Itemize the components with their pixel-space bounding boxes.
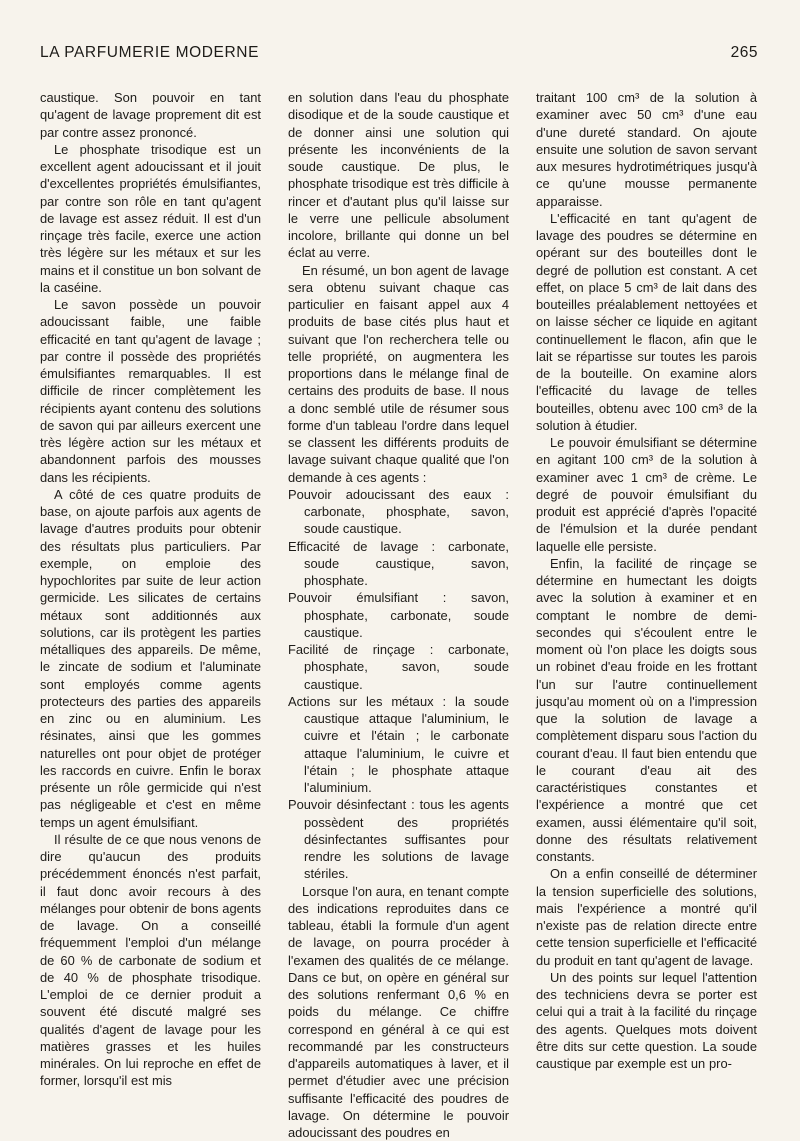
page-header: [40, 44, 758, 68]
column-2: [288, 89, 509, 1141]
paragraph: L'efficacité en tant qu'agent de lavage des poudres se détermine en opérant sur des bouteilles dont le degré de pollution est constant. A cet effet, on place 5 cm³ de lait dans des bouteilles préalablement nettoyées et on laisse sécher ce liquide en agitant continuellement le flacon, afin que le lait se répartisse sur toutes les parois de la bouteille. On examine alors l'efficacité du lavage de telles bouteilles, obtenu avec 100 cm³ de la solution à étudier.: [536, 210, 757, 434]
paragraph: en solution dans l'eau du phosphate disodique et de la soude caustique et de donner ainsi une solution qui présente les inconvénients de la soude caustique. De plus, le phosphate trisodique est très difficile à rincer et d'autant plus qu'il laisse sur le verre une pellicule absolument incolore, brillante qui donne un bel éclat au verre.: [288, 89, 509, 262]
list-item: Pouvoir émulsifiant : savon, phosphate, carbonate, soude caustique.: [288, 589, 509, 641]
column-3: [536, 89, 757, 1141]
paragraph: traitant 100 cm³ de la solution à examiner avec 50 cm³ d'une eau d'une dureté standard. On ajoute ensuite une solution de savon servant aux mesures hydrotimétriques jusqu'à ce qu'une mousse permanente apparaisse.: [536, 89, 757, 210]
paragraph: Le pouvoir émulsifiant se détermine en agitant 100 cm³ de la solution à examiner avec 1 cm³ de crème. Le degré de pouvoir émulsifiant du produit est apprécié d'après l'opacité de l'émulsion et la durée pendant laquelle elle persiste.: [536, 434, 757, 555]
paragraph: Il résulte de ce que nous venons de dire qu'aucun des produits précédemment énoncés n'est parfait, il faut donc avoir recours à des mélanges pour obtenir de bons agents de lavage. On a conseillé fréquemment l'emploi d'un mélange de 60 % de carbonate de sodium et de 40 % de phosphate trisodique. L'emploi de ce dernier produit a souvent été discuté malgré ses qualités d'agent de lavage pour les matières grasses et les huiles minérales. On lui reproche en effet de former, lorsqu'il est mis: [40, 831, 261, 1090]
column-1: [40, 89, 261, 1141]
paragraph: Le phosphate trisodique est un excellent agent adoucissant et il jouit d'excellentes propriétés émulsifiantes, par contre son rôle en tant qu'agent de lavage est assez réduit. Il est d'un rinçage très facile, exerce une action très légère sur les métaux et sur les mains et il constitue un bon solvant de la caséine.: [40, 141, 261, 296]
paragraph: En résumé, un bon agent de lavage sera obtenu suivant chaque cas particulier en faisant appel aux 4 produits de base cités plus haut et suivant que l'on recherchera telle ou telle propriété, on augmentera les proportions dans le mélange final de certains des produits de base. Il nous a donc semblé utile de résumer sous forme d'un tableau l'ordre dans lequel se classent les différents produits de lavage suivant chaque qualité que l'on demande à ces agents :: [288, 262, 509, 486]
paragraph: On a enfin conseillé de déterminer la tension superficielle des solutions, mais l'expérience a montré qu'il n'existe pas de relation directe entre cette tension superficielle et l'efficacité du produit en tant qu'agent de lavage.: [536, 865, 757, 969]
paragraph: Un des points sur lequel l'attention des techniciens devra se porter est celui qui a trait à la facilité du rinçage des agents. Quelques mots doivent être dits sur cette question. La soude caustique par exemple est un pro-: [536, 969, 757, 1073]
running-title: LA PARFUMERIE MODERNE: [40, 44, 259, 62]
list-item: Actions sur les métaux : la soude caustique attaque l'aluminium, le cuivre et l'étain ; le carbonate attaque l'aluminium, le cuivre et l'étain ; le phosphate attaque l'aluminium.: [288, 693, 509, 797]
text-columns: [40, 89, 758, 989]
paragraph: Lorsque l'on aura, en tenant compte des indications reproduites dans ce tableau, établi la formule d'un agent de lavage, on pourra procéder à l'examen des qualités de ce mélange. Dans ce but, on opère en général sur des solutions renfermant 0,6 % en poids du mélange. Ce chiffre correspond en général à ce qui est recommandé par les constructeurs d'appareils automatiques à laver, et il permet d'étudier avec une précision suffisante l'efficacité des poudres de lavage. On détermine le pouvoir adoucissant des poudres en: [288, 883, 509, 1141]
list-item: Efficacité de lavage : carbonate, soude caustique, savon, phosphate.: [288, 538, 509, 590]
paragraph: Enfin, la facilité de rinçage se détermine en humectant les doigts avec la solution à examiner et en comptant le nombre de demi-secondes qui s'écoulent entre le moment où l'on place les doigts sous un robinet d'eau froide en les frottant l'un sur l'autre continuellement jusqu'au moment où on a l'impression que la solution de lavage a complètement disparu sous l'action du courant d'eau. Il faut bien entendu que le courant d'eau ait des caractéristiques constantes et l'expérience a montré que cet examen, aussi élémentaire qu'il soit, donne des résultats relativement constants.: [536, 555, 757, 866]
paragraph: A côté de ces quatre produits de base, on ajoute parfois aux agents de lavage d'autres produits pour obtenir des résultats plus particuliers. Par exemple, on emploie des hypochlorites par suite de leur action germicide. Les silicates de certains métaux sont additionnés aux solutions, car ils protègent les parties métalliques des appareils. De même, le zincate de sodium et l'aluminate sont employés comme agents protecteurs des parties des appareils en zinc ou en aluminium. Les résinates, ainsi que les gommes naturelles ont pour objet de protéger les raccords en cuivre. Enfin le borax présente un rôle germicide qui n'est pas négligeable et c'est en même temps un agent émulsifiant.: [40, 486, 261, 831]
paragraph: Le savon possède un pouvoir adoucissant faible, une faible efficacité en tant qu'agent de lavage ; par contre il possède des propriétés émulsifiantes remarquables. Il est difficile de rincer complètement les récipients ayant contenu des solutions de savon qui par ailleurs exercent une très légère action sur les métaux et abandonnent parfois des mousses dans les récipients.: [40, 296, 261, 486]
paragraph: caustique. Son pouvoir en tant qu'agent de lavage proprement dit est par contre assez prononcé.: [40, 89, 261, 141]
list-item: Pouvoir désinfectant : tous les agents possèdent des propriétés désinfectantes suffisantes pour rendre les solutions de lavage stériles.: [288, 796, 509, 882]
page-number: 265: [731, 44, 758, 62]
list-item: Pouvoir adoucissant des eaux : carbonate, phosphate, savon, soude caustique.: [288, 486, 509, 538]
list-item: Facilité de rinçage : carbonate, phosphate, savon, soude caustique.: [288, 641, 509, 693]
